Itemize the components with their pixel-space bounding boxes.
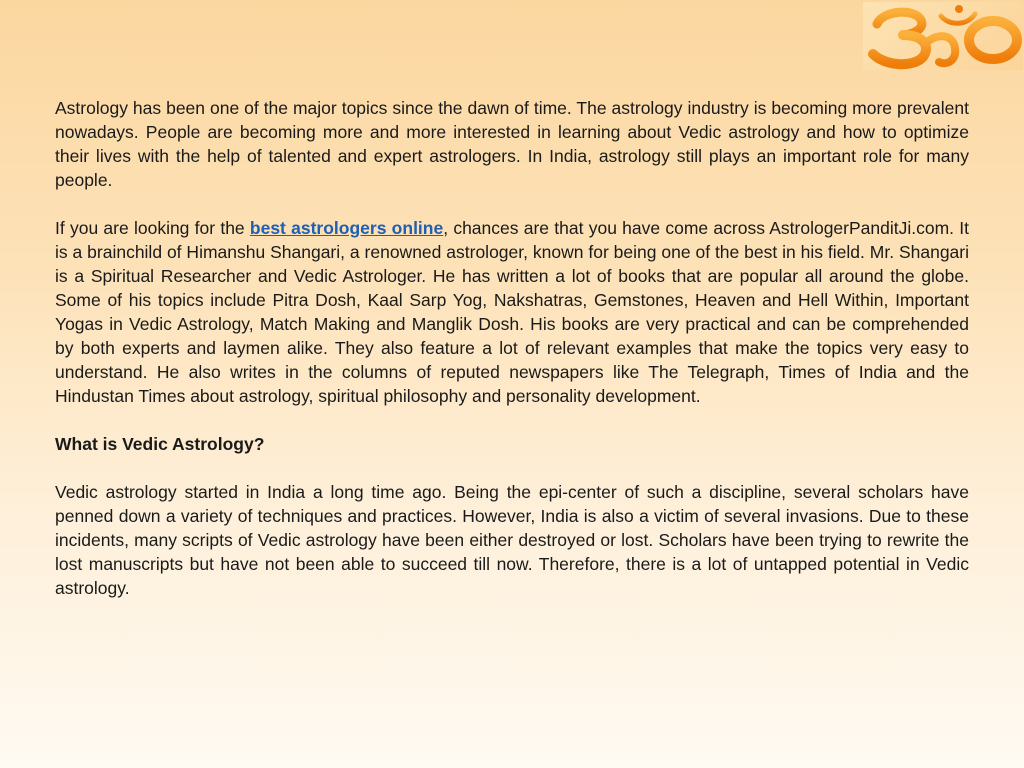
om-logo: [863, 2, 1023, 70]
vedic-astrology-paragraph: Vedic astrology started in India a long time ago. Being the epi-center of such a discipline, several scholars have penned down a variety of techniques and practices. However, India is also a victim of several invasions. Due to these incidents, many scripts of Vedic astrology have been either destroyed or lost. Scholars have been trying to rewrite the lost manuscripts but have not been able to succeed till now. Therefore, there is a lot of untapped potential in Vedic astrology.: [55, 482, 969, 598]
section-heading: What is Vedic Astrology?: [55, 434, 265, 454]
about-paragraph: [55, 216, 969, 408]
best-astrologers-online-link[interactable]: best astrologers online: [249, 218, 444, 238]
intro-paragraph: Astrology has been one of the major topics since the dawn of time. The astrology industry is becoming more prevalent nowadays. People are becoming more and more interested in learning about Vedic astrology and how to optimize their lives with the help of talented and expert astrologers. In India, astrology still plays an important role for many people.: [55, 98, 969, 190]
om-symbol-icon: [863, 2, 1023, 70]
about-paragraph-body: , chances are that you have come across AstrologerPanditJi.com. It is a brainchild of Himanshu Shangari, a renowned astrologer, known for being one of the best in his field. Mr. Shangari is a Spiritual Researcher and Vedic Astrologer. He has written a lot of books that are popular all around the globe. Some of his topics include Pitra Dosh, Kaal Sarp Yog, Nakshatras, Gemstones, Heaven and Hell Within, Important Yogas in Vedic Astrology, Match Making and Manglik Dosh. His books are very practical and can be comprehended by both experts and laymen alike. They also feature a lot of relevant examples that make the topics very easy to understand. He also writes in the columns of reputed newspapers like The Telegraph, Times of India and the Hindustan Times about astrology, spiritual philosophy and personality development.: [55, 218, 969, 406]
about-paragraph-intro: If you are looking for the: [55, 218, 250, 238]
main-content: [55, 96, 969, 624]
